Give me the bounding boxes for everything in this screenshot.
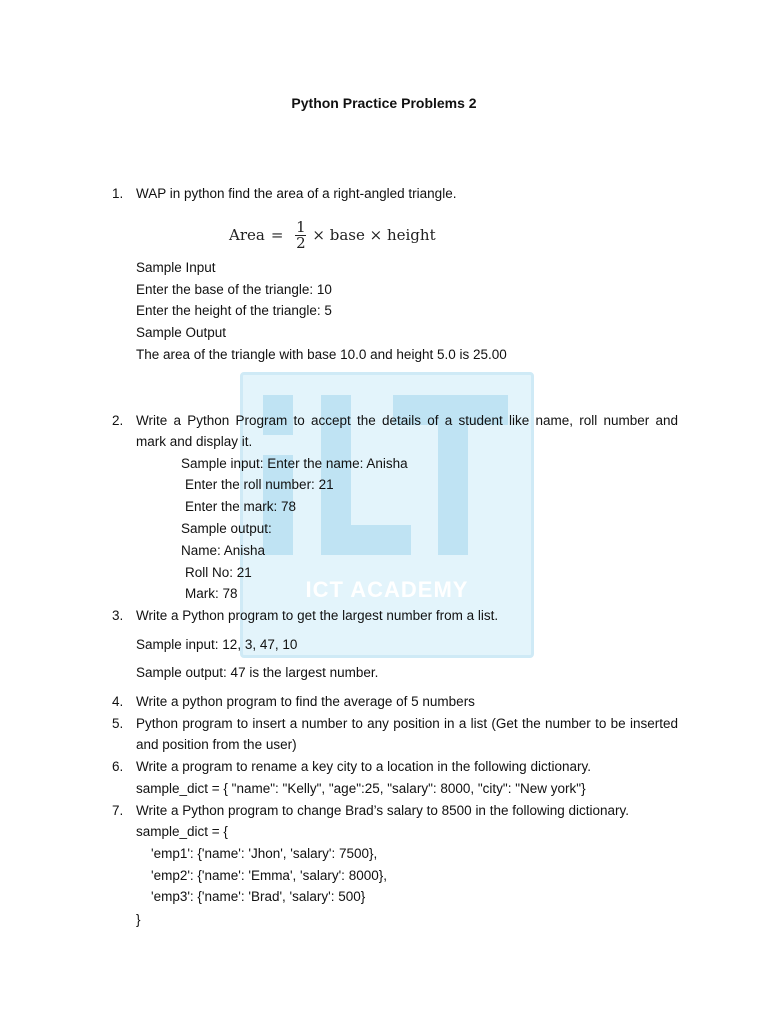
problem-2-output-mark: Mark: 78 (185, 586, 238, 601)
problem-3-sample-input: Sample input: 12, 3, 47, 10 (136, 637, 298, 652)
problem-4-text: Write a python program to find the average of 5 numbers (136, 694, 475, 709)
formula-numerator: 1 (296, 217, 306, 236)
problem-5-text: Python program to insert a number to any position in a list (Get the number to be inserted (136, 716, 678, 731)
formula-rhs: × base × height (312, 226, 436, 244)
problem-3-number: 3. (112, 608, 124, 623)
problem-2-number: 2. (112, 413, 124, 428)
area-formula (229, 213, 436, 257)
problem-4-number: 4. (112, 694, 124, 709)
problem-2-text-cont: mark and display it. (136, 434, 253, 449)
problem-7-text: Write a Python program to change Brad’s salary to 8500 in the following dictionary. (136, 803, 630, 818)
problem-7-emp1: 'emp1': {'name': 'Jhon', 'salary': 7500}, (151, 846, 378, 861)
problem-5-text-cont: and position from the user) (136, 737, 297, 752)
problem-5-number: 5. (112, 716, 124, 731)
problem-3-sample-output: Sample output: 47 is the largest number. (136, 665, 379, 680)
watermark-text: ICT ACADEMY (305, 577, 469, 602)
problem-2-input-mark: Enter the mark: 78 (185, 499, 297, 514)
page-title: Python Practice Problems 2 (291, 95, 477, 111)
formula-fraction (295, 217, 306, 252)
problem-7-emp3: 'emp3': {'name': 'Brad', 'salary': 500} (151, 889, 366, 904)
formula-denominator: 2 (296, 233, 306, 252)
problem-1-sample-input-label: Sample Input (136, 260, 216, 275)
problem-7-number: 7. (112, 803, 124, 818)
problem-2-text: Write a Python Program to accept the details of a student like name, roll number and (136, 413, 678, 428)
problem-7-emp2: 'emp2': {'name': 'Emma', 'salary': 8000}, (151, 868, 387, 883)
problem-2-sample-input: Sample input: Enter the name: Anisha (181, 456, 408, 471)
problem-1-input-base: Enter the base of the triangle: 10 (136, 282, 332, 297)
problem-7-dict-close: } (136, 912, 141, 927)
problem-3-text: Write a Python program to get the largest number from a list. (136, 608, 499, 623)
problem-1-input-height: Enter the height of the triangle: 5 (136, 303, 332, 318)
problem-1-sample-output-label: Sample Output (136, 325, 227, 340)
watermark-l-foot (321, 525, 411, 555)
problem-2-sample-output-label: Sample output: (181, 521, 272, 536)
problem-1-number: 1. (112, 186, 124, 201)
problem-6-text: Write a program to rename a key city to a location in the following dictionary. (136, 759, 591, 774)
problem-2-output-roll: Roll No: 21 (185, 565, 252, 580)
formula-lhs: Area (229, 226, 265, 244)
problem-7-dict-open: sample_dict = { (136, 824, 228, 839)
problem-1-output: The area of the triangle with base 10.0 and height 5.0 is 25.00 (136, 347, 507, 362)
problem-6-dict: sample_dict = { "name": "Kelly", "age":25, "salary": 8000, "city": "New york"} (136, 781, 586, 796)
formula-equals: = (270, 226, 284, 244)
problem-2-input-roll: Enter the roll number: 21 (185, 477, 334, 492)
problem-1-text: WAP in python find the area of a right-angled triangle. (136, 186, 457, 201)
problem-6-number: 6. (112, 759, 124, 774)
problem-2-output-name: Name: Anisha (181, 543, 266, 558)
